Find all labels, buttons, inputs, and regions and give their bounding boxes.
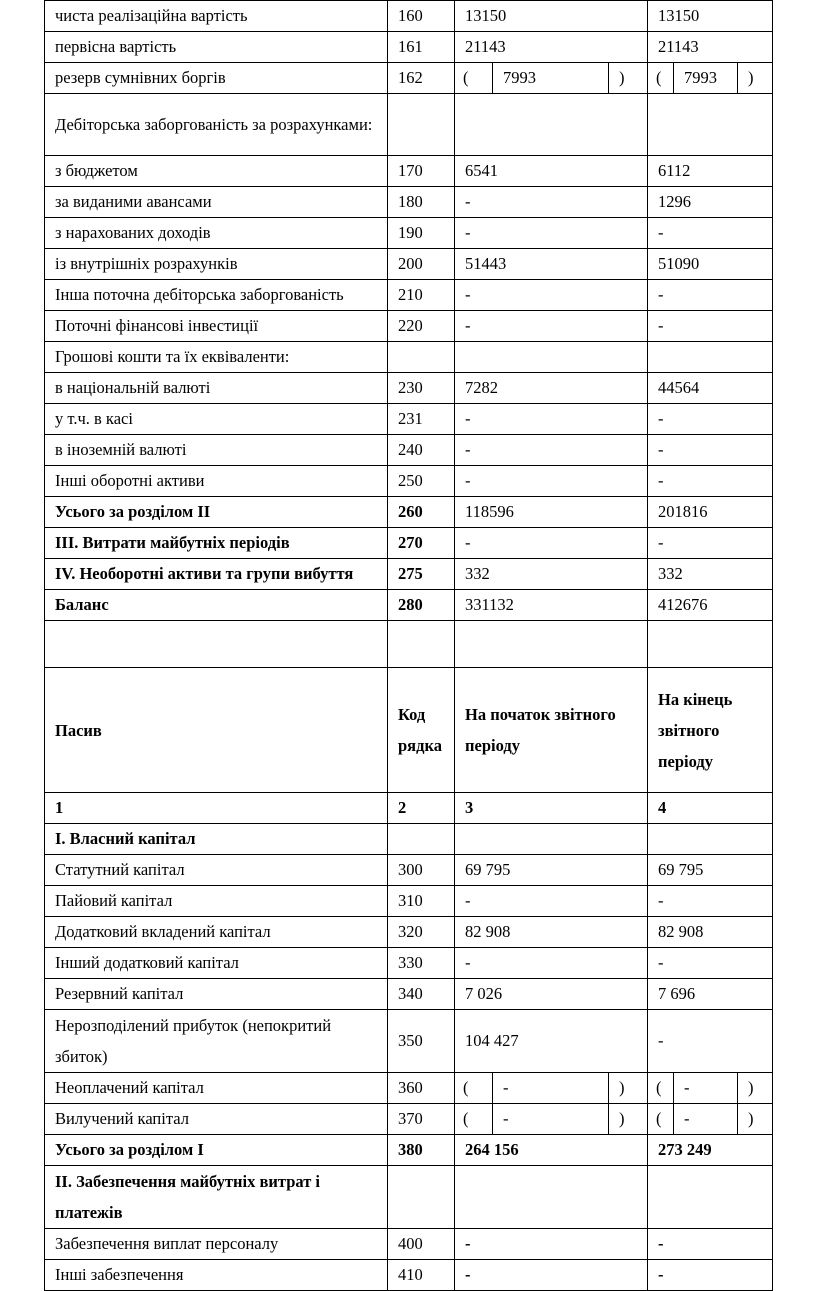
row-start-value: -	[455, 280, 648, 311]
header-end: На кінець звітного періоду	[648, 668, 773, 793]
column-number: 4	[648, 793, 773, 824]
row-code: 340	[388, 979, 455, 1010]
table-row	[45, 63, 773, 94]
row-start-value: 104 427	[455, 1010, 648, 1073]
passive-header-row	[45, 668, 773, 793]
row-code: 380	[388, 1135, 455, 1166]
row-label: Неоплачений капітал	[45, 1073, 388, 1104]
row-end-value: 6112	[648, 156, 773, 187]
row-label: Грошові кошти та їх еквіваленти:	[45, 342, 388, 373]
row-end-value: -	[648, 1010, 773, 1073]
table-row	[45, 218, 773, 249]
row-start-value: 7 026	[455, 979, 648, 1010]
row-end-value: 332	[648, 559, 773, 590]
table-row	[45, 404, 773, 435]
row-code: 190	[388, 218, 455, 249]
table-row	[45, 917, 773, 948]
balance-sheet-document	[44, 0, 772, 1291]
row-end-value: -	[648, 218, 773, 249]
row-label: ІІІ. Витрати майбутніх періодів	[45, 528, 388, 559]
row-label: Баланс	[45, 590, 388, 621]
row-start-value: -	[455, 218, 648, 249]
row-label: Забезпечення виплат персоналу	[45, 1229, 388, 1260]
row-end-value: -	[648, 886, 773, 917]
table-row	[45, 559, 773, 590]
row-code	[388, 94, 455, 156]
row-label: резерв сумнівних боргів	[45, 63, 388, 94]
row-end-value: 201816	[648, 497, 773, 528]
row-label: в національній валюті	[45, 373, 388, 404]
close-paren: )	[619, 68, 625, 87]
column-number: 2	[388, 793, 455, 824]
row-code: 180	[388, 187, 455, 218]
row-label: Усього за розділом І	[45, 1135, 388, 1166]
row-label: у т.ч. в касі	[45, 404, 388, 435]
row-start-value: 21143	[455, 32, 648, 63]
blank-cell	[45, 621, 388, 668]
table-row	[45, 94, 773, 156]
row-code: 360	[388, 1073, 455, 1104]
bracketed-value: -	[674, 1073, 738, 1103]
row-label: Дебіторська заборгованість за розрахунками:	[45, 94, 388, 156]
row-code: 240	[388, 435, 455, 466]
bracketed-value: -	[493, 1104, 609, 1134]
open-paren: (	[455, 63, 493, 93]
table-row	[45, 1, 773, 32]
row-code	[388, 342, 455, 373]
row-end-value: 273 249	[648, 1135, 773, 1166]
close-paren: )	[748, 1078, 754, 1097]
table-row	[45, 886, 773, 917]
row-label: Статутний капітал	[45, 855, 388, 886]
row-end-value: 1296	[648, 187, 773, 218]
row-end-value: 44564	[648, 373, 773, 404]
row-label: ІІ. Забезпечення майбутніх витрат і платежів	[45, 1166, 388, 1229]
bracketed-value: 7993	[493, 63, 609, 93]
row-label: Пайовий капітал	[45, 886, 388, 917]
table-row	[45, 528, 773, 559]
table-row	[45, 1104, 773, 1135]
open-paren: (	[648, 1073, 674, 1103]
row-end-value: 21143	[648, 32, 773, 63]
row-code: 370	[388, 1104, 455, 1135]
row-end-value	[648, 824, 773, 855]
row-end-value: -	[648, 1229, 773, 1260]
row-code: 170	[388, 156, 455, 187]
row-start-value: 82 908	[455, 917, 648, 948]
row-end-value: -	[648, 404, 773, 435]
bracketed-value: -	[674, 1104, 738, 1134]
table-row	[45, 1073, 773, 1104]
row-code: 200	[388, 249, 455, 280]
row-code	[388, 1166, 455, 1229]
row-label: І. Власний капітал	[45, 824, 388, 855]
row-end-value: 7 696	[648, 979, 773, 1010]
row-end-value: 13150	[648, 1, 773, 32]
row-label: в іноземній валюті	[45, 435, 388, 466]
row-end-value: -	[648, 435, 773, 466]
row-start-value: 69 795	[455, 855, 648, 886]
row-start-value	[455, 1166, 648, 1229]
row-start-value-bracketed	[455, 1073, 648, 1104]
close-paren: )	[748, 68, 754, 87]
blank-cell	[648, 621, 773, 668]
row-start-value: -	[455, 948, 648, 979]
row-label: Усього за розділом ІІ	[45, 497, 388, 528]
row-start-value: 118596	[455, 497, 648, 528]
row-code: 310	[388, 886, 455, 917]
row-label: за виданими авансами	[45, 187, 388, 218]
open-paren: (	[648, 63, 674, 93]
blank-cell	[455, 621, 648, 668]
row-label: Резервний капітал	[45, 979, 388, 1010]
row-label: первісна вартість	[45, 32, 388, 63]
row-end-value-bracketed	[648, 63, 773, 94]
table-row	[45, 1010, 773, 1073]
row-code: 410	[388, 1260, 455, 1291]
table-row-balance	[45, 590, 773, 621]
row-label: Інші оборотні активи	[45, 466, 388, 497]
row-label: із внутрішніх розрахунків	[45, 249, 388, 280]
blank-cell	[388, 621, 455, 668]
table-row	[45, 32, 773, 63]
open-paren: (	[455, 1104, 493, 1134]
row-start-value-bracketed	[455, 1104, 648, 1135]
row-end-value: -	[648, 948, 773, 979]
table-row	[45, 979, 773, 1010]
row-start-value: -	[455, 404, 648, 435]
row-label: чиста реалізаційна вартість	[45, 1, 388, 32]
column-number: 3	[455, 793, 648, 824]
row-start-value-bracketed	[455, 63, 648, 94]
row-code: 162	[388, 63, 455, 94]
close-paren: )	[748, 1109, 754, 1128]
row-start-value: 264 156	[455, 1135, 648, 1166]
table-row	[45, 435, 773, 466]
row-end-value: -	[648, 466, 773, 497]
row-end-value: 412676	[648, 590, 773, 621]
row-code: 300	[388, 855, 455, 886]
row-code: 231	[388, 404, 455, 435]
total-row	[45, 1135, 773, 1166]
row-label: Інші забезпечення	[45, 1260, 388, 1291]
row-start-value: -	[455, 528, 648, 559]
row-code: 250	[388, 466, 455, 497]
table-row	[45, 342, 773, 373]
row-start-value	[455, 342, 648, 373]
row-code	[388, 824, 455, 855]
row-label: Вилучений капітал	[45, 1104, 388, 1135]
table-row	[45, 311, 773, 342]
row-code: 220	[388, 311, 455, 342]
close-paren: )	[619, 1109, 625, 1128]
table-row	[45, 948, 773, 979]
close-paren: )	[619, 1078, 625, 1097]
row-start-value: 13150	[455, 1, 648, 32]
section-row	[45, 824, 773, 855]
row-end-value: 82 908	[648, 917, 773, 948]
row-end-value: 69 795	[648, 855, 773, 886]
row-end-value	[648, 1166, 773, 1229]
table-row	[45, 466, 773, 497]
row-end-value: 51090	[648, 249, 773, 280]
row-start-value: -	[455, 311, 648, 342]
row-start-value: -	[455, 886, 648, 917]
row-label: Інший додатковий капітал	[45, 948, 388, 979]
blank-separator-row	[45, 621, 773, 668]
row-code: 350	[388, 1010, 455, 1073]
row-start-value: 332	[455, 559, 648, 590]
row-start-value: 51443	[455, 249, 648, 280]
row-label: Додатковий вкладений капітал	[45, 917, 388, 948]
row-label: з бюджетом	[45, 156, 388, 187]
table-row	[45, 855, 773, 886]
table-row	[45, 497, 773, 528]
row-end-value: -	[648, 311, 773, 342]
row-code: 280	[388, 590, 455, 621]
open-paren: (	[455, 1073, 493, 1103]
row-start-value: -	[455, 466, 648, 497]
row-label: ІV. Необоротні активи та групи вибуття	[45, 559, 388, 590]
section-row	[45, 1166, 773, 1229]
row-end-value: -	[648, 528, 773, 559]
row-end-value-bracketed	[648, 1073, 773, 1104]
row-code: 230	[388, 373, 455, 404]
bracketed-value: -	[493, 1073, 609, 1103]
table-row	[45, 280, 773, 311]
table-row	[45, 187, 773, 218]
header-start: На початок звітного періоду	[455, 668, 648, 793]
row-start-value: 331132	[455, 590, 648, 621]
open-paren: (	[648, 1104, 674, 1134]
row-start-value: 7282	[455, 373, 648, 404]
header-label: Пасив	[45, 668, 388, 793]
row-code: 160	[388, 1, 455, 32]
row-code: 275	[388, 559, 455, 590]
balance-sheet-table	[44, 0, 773, 1291]
row-start-value: -	[455, 435, 648, 466]
row-start-value	[455, 94, 648, 156]
header-code: Код рядка	[388, 668, 455, 793]
row-label: Нерозподілений прибуток (непокритий збиток)	[45, 1010, 388, 1073]
row-label: Поточні фінансові інвестиції	[45, 311, 388, 342]
column-number: 1	[45, 793, 388, 824]
row-code: 270	[388, 528, 455, 559]
row-code: 260	[388, 497, 455, 528]
table-row	[45, 1229, 773, 1260]
row-code: 330	[388, 948, 455, 979]
row-start-value	[455, 824, 648, 855]
row-code: 161	[388, 32, 455, 63]
table-row	[45, 156, 773, 187]
row-end-value-bracketed	[648, 1104, 773, 1135]
table-row	[45, 1260, 773, 1291]
row-label: Інша поточна дебіторська заборгованість	[45, 280, 388, 311]
row-end-value: -	[648, 1260, 773, 1291]
row-code: 400	[388, 1229, 455, 1260]
table-row	[45, 249, 773, 280]
row-label: з нарахованих доходів	[45, 218, 388, 249]
row-code: 320	[388, 917, 455, 948]
table-row	[45, 373, 773, 404]
row-code: 210	[388, 280, 455, 311]
row-end-value	[648, 342, 773, 373]
row-end-value	[648, 94, 773, 156]
bracketed-value: 7993	[674, 63, 738, 93]
column-number-row	[45, 793, 773, 824]
row-start-value: -	[455, 187, 648, 218]
row-start-value: 6541	[455, 156, 648, 187]
row-start-value: -	[455, 1260, 648, 1291]
row-end-value: -	[648, 280, 773, 311]
row-start-value: -	[455, 1229, 648, 1260]
